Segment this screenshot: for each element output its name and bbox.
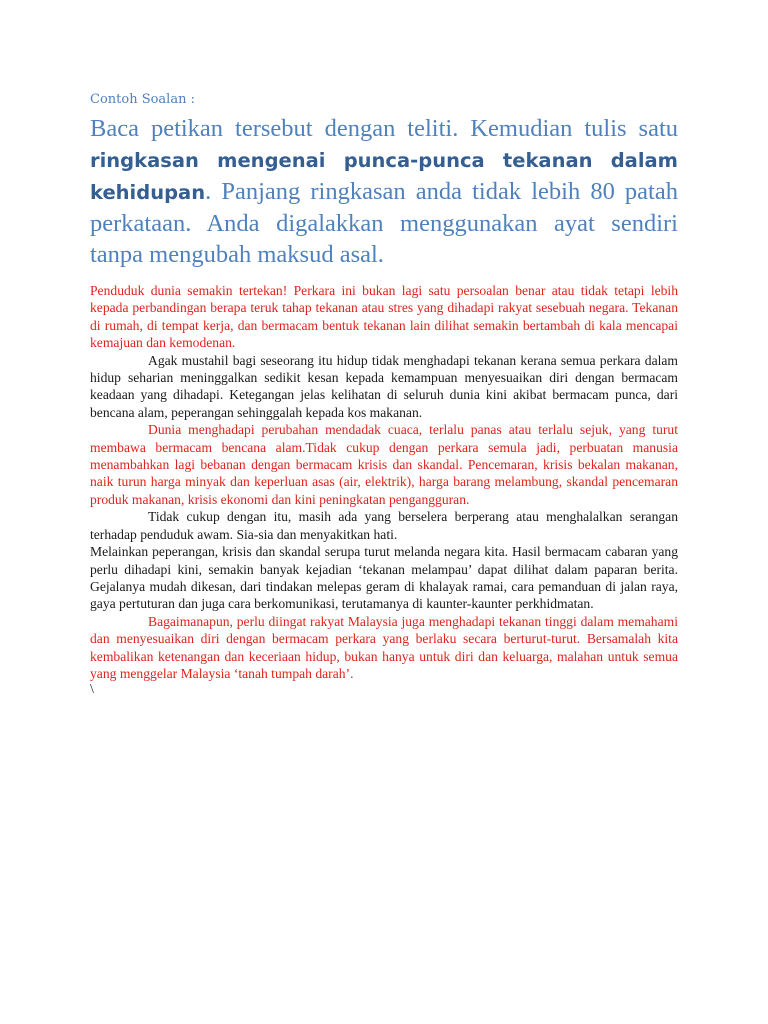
document-page [90, 92, 678, 698]
passage-paragraph-3: Dunia menghadapi perubahan mendadak cuaca, terlalu panas atau terlalu sejuk, yang turut membawa bermacam bencana alam.Tidak cukup dengan perkara semula jadi, perbuatan manusia menambahkan lagi bebanan dengan bermacam krisis dan skandal. Pencemaran, krisis bekalan makanan, naik turun harga minyak dan keperluan asas (air, elektrik), harga barang melambung, skandal pencemaran produk makanan, krisis ekonomi dan kini peningkatan pengangguran. [90, 422, 678, 507]
passage-paragraph-1: Penduduk dunia semakin tertekan! Perkara ini bukan lagi satu persoalan benar atau tidak tetapi lebih kepada perbandingan berapa teruk tahap tekanan atau stres yang dihadapi rakyat sesebuah negara. Tekanan di rumah, di tempat kerja, dan bermacam bentuk tekanan lain dilihat semakin bertambah di kala mencapai kemajuan dan kemodenan. [90, 283, 678, 351]
question-text-end: . Panjang ringkasan anda tidak lebih 80 patah perkataan. Anda digalakkan menggunakan ayat sendiri tanpa mengubah maksud asal. [90, 178, 678, 268]
passage-paragraph-4: Tidak cukup dengan itu, masih ada yang berselera berperang atau menghalalkan serangan terhadap penduduk awam. Sia-sia dan menyakitkan hati. [90, 509, 678, 542]
passage-paragraph-2: Agak mustahil bagi seseorang itu hidup tidak menghadapi tekanan kerana semua perkara dalam hidup seharian meninggalkan sedikit kesan kepada kemampuan menyesuaikan diri dengan bermacam keadaan yang dihadapi. Ketegangan jelas kelihatan di seluruh dunia kini akibat bermacam punca, dari bencana alam, peperangan sehinggalah kepada kos makanan. [90, 352, 678, 420]
passage-paragraph-5: Melainkan peperangan, krisis dan skandal serupa turut melanda negara kita. Hasil bermacam cabaran yang perlu dihadapi kini, semakin banyak kejadian ‘tekanan melampau’ dapat dilihat dalam paparan berita. Gejalanya mudah dikesan, dari tindakan melepas geram di khalayak ramai, cara pemanduan di jalan raya, gaya pertuturan dan juga cara berkomunikasi, terutamanya di kaunter-kaunter perkhidmatan. [90, 544, 678, 612]
question-bold-topic: ringkasan mengenai punca-punca tekanan dalam kehidupan [90, 149, 678, 204]
question-instruction [90, 113, 678, 270]
trailing-backslash: \ [90, 682, 94, 698]
passage-paragraph-6: Bagaimanapun, perlu diingat rakyat Malaysia juga menghadapi tekanan tinggi dalam memahami dan menyesuaikan diri dengan bermacam perkara yang berlaku secara berturut-turut. Bersamalah kita kembalikan ketenangan dan keceriaan hidup, bukan hanya untuk diri dan keluarga, malahan untuk semua yang menggelar Malaysia ‘tanah tumpah darah’. [90, 613, 678, 681]
question-text-start: Baca petikan tersebut dengan teliti. Kemudian tulis satu [90, 115, 678, 142]
example-question-label: Contoh Soalan : [90, 92, 195, 107]
